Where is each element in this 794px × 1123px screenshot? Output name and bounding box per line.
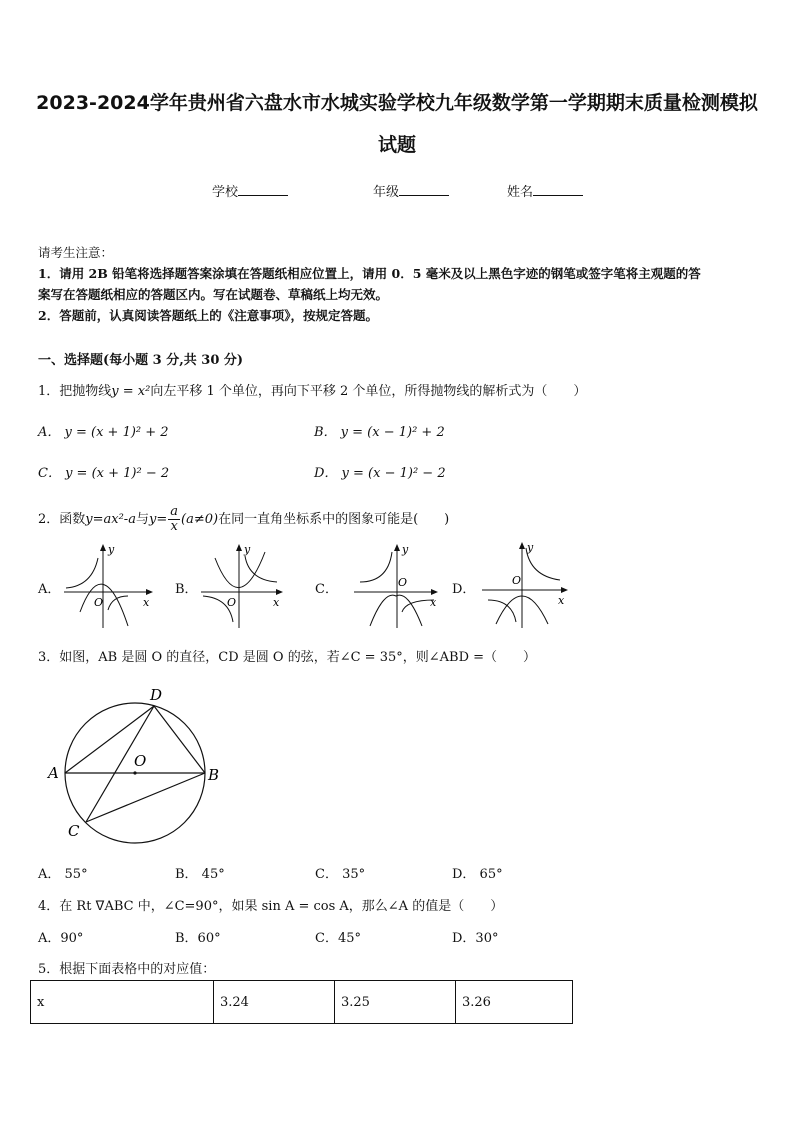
graph-d-origin-label: O <box>512 574 522 587</box>
graph-c-origin-label: O <box>398 576 408 589</box>
q3-label-a: A <box>48 764 59 782</box>
q1-option-a[interactable]: A． y = (x + 1)² + 2 <box>38 425 169 440</box>
q2-func2: y= <box>148 512 168 527</box>
q1-option-c[interactable]: C． y = (x + 1)² − 2 <box>38 466 170 481</box>
school-field <box>212 181 288 200</box>
grade-field <box>373 181 449 200</box>
notice-heading: 请考生注意： <box>38 245 114 260</box>
q3-option-a[interactable]: A． 55° <box>38 867 88 882</box>
q4-option-c[interactable]: C．45° <box>315 931 361 946</box>
q2-condition: (a≠0) <box>181 512 219 527</box>
graph-a-y-label: y <box>108 543 115 556</box>
graph-a-x-label: x <box>143 596 150 609</box>
q2-option-d[interactable]: D． <box>452 582 476 597</box>
q3-label-d: D <box>150 686 163 704</box>
q2-post: 在同一直角坐标系中的图象可能是( ) <box>218 512 450 527</box>
q2-mid: 与 <box>135 512 149 527</box>
table-cell: 3.26 <box>456 981 573 1024</box>
graph-b-x-label: x <box>273 596 280 609</box>
grade-blank <box>399 183 449 196</box>
q3-option-b[interactable]: B． 45° <box>175 867 225 882</box>
name-field <box>507 181 583 200</box>
page-title-line2: 试题 <box>377 134 416 156</box>
notice-block <box>38 242 760 326</box>
q2-frac-den: x <box>170 519 178 534</box>
graph-c-x-label: x <box>430 596 437 609</box>
q2-frac-num: a <box>170 504 178 519</box>
table-cell-x: x <box>31 981 214 1024</box>
page-title-line1: 2023-2024学年贵州省六盘水市水城实验学校九年级数学第一学期期末质量检测模拟 <box>36 92 758 114</box>
graph-a-origin-label: O <box>94 596 104 609</box>
q1-expr: y = x² <box>111 384 151 399</box>
table-row <box>31 981 573 1024</box>
q1-post: 向左平移 1 个单位，再向下平移 2 个单位，所得抛物线的解析式为（ ） <box>150 384 587 399</box>
q3-label-c: C <box>68 822 80 840</box>
table-cell: 3.25 <box>335 981 456 1024</box>
table-cell: 3.24 <box>214 981 335 1024</box>
q1-pre: 1．把抛物线 <box>38 384 112 399</box>
q1-option-b[interactable]: B． y = (x − 1)² + 2 <box>314 425 445 440</box>
question-5: 5．根据下面表格中的对应值： <box>38 962 216 977</box>
q3-label-b: B <box>208 766 220 784</box>
school-blank <box>238 183 288 196</box>
school-label: 学校 <box>212 185 239 200</box>
q2-option-b[interactable]: B． <box>175 582 198 597</box>
name-label: 姓名 <box>507 185 534 200</box>
name-blank <box>533 183 583 196</box>
q2-graph-a <box>58 540 158 630</box>
q4-option-d[interactable]: D．30° <box>452 931 499 946</box>
graph-b-y-label: y <box>244 543 251 556</box>
graph-c-y-label: y <box>402 543 409 556</box>
graph-d-x-label: x <box>558 594 565 607</box>
q3-label-o: O <box>134 752 147 770</box>
notice-item-2: 2．答题前，认真阅读答题纸上的《注意事项》，按规定答题。 <box>38 308 378 323</box>
q3-option-c[interactable]: C． 35° <box>315 867 366 882</box>
grade-label: 年级 <box>373 185 400 200</box>
q2-graph-d <box>478 538 573 630</box>
q2-option-c[interactable]: C． <box>315 582 338 597</box>
question-3: 3．如图，AB 是圆 O 的直径，CD 是圆 O 的弦，若∠C = 35°，则∠ABD =（ ） <box>38 650 537 665</box>
question-2 <box>38 505 449 534</box>
q3-option-d[interactable]: D． 65° <box>452 867 503 882</box>
q2-option-a[interactable]: A． <box>38 582 61 597</box>
q2-func1: y=ax²-a <box>85 512 136 527</box>
notice-item-1a: 1．请用 2B 铅笔将选择题答案涂填在答题纸相应位置上，请用 0．5 毫米及以上黑色字迹的钢笔或签字笔将主观题的答 <box>38 266 701 281</box>
question-4: 4．在 Rt ᐁABC 中，∠C=90°，如果 sin A = cos A，那么∠A 的值是（ ） <box>38 899 504 914</box>
q2-graph-b <box>195 540 290 630</box>
q4-option-b[interactable]: B．60° <box>175 931 221 946</box>
q2-graph-c <box>350 540 445 630</box>
q1-option-d[interactable]: D． y = (x − 1)² − 2 <box>314 466 446 481</box>
q2-pre: 2．函数 <box>38 512 86 527</box>
section-heading: 一、选择题(每小题 3 分,共 30 分) <box>38 353 244 368</box>
q5-value-table <box>30 980 573 1024</box>
question-1 <box>38 380 586 399</box>
graph-d-y-label: y <box>527 541 534 554</box>
q3-circle-figure <box>40 680 240 845</box>
q4-option-a[interactable]: A．90° <box>38 931 84 946</box>
notice-item-1b: 案写在答题纸相应的答题区内。写在试题卷、草稿纸上均无效。 <box>38 287 389 302</box>
graph-b-origin-label: O <box>227 596 237 609</box>
